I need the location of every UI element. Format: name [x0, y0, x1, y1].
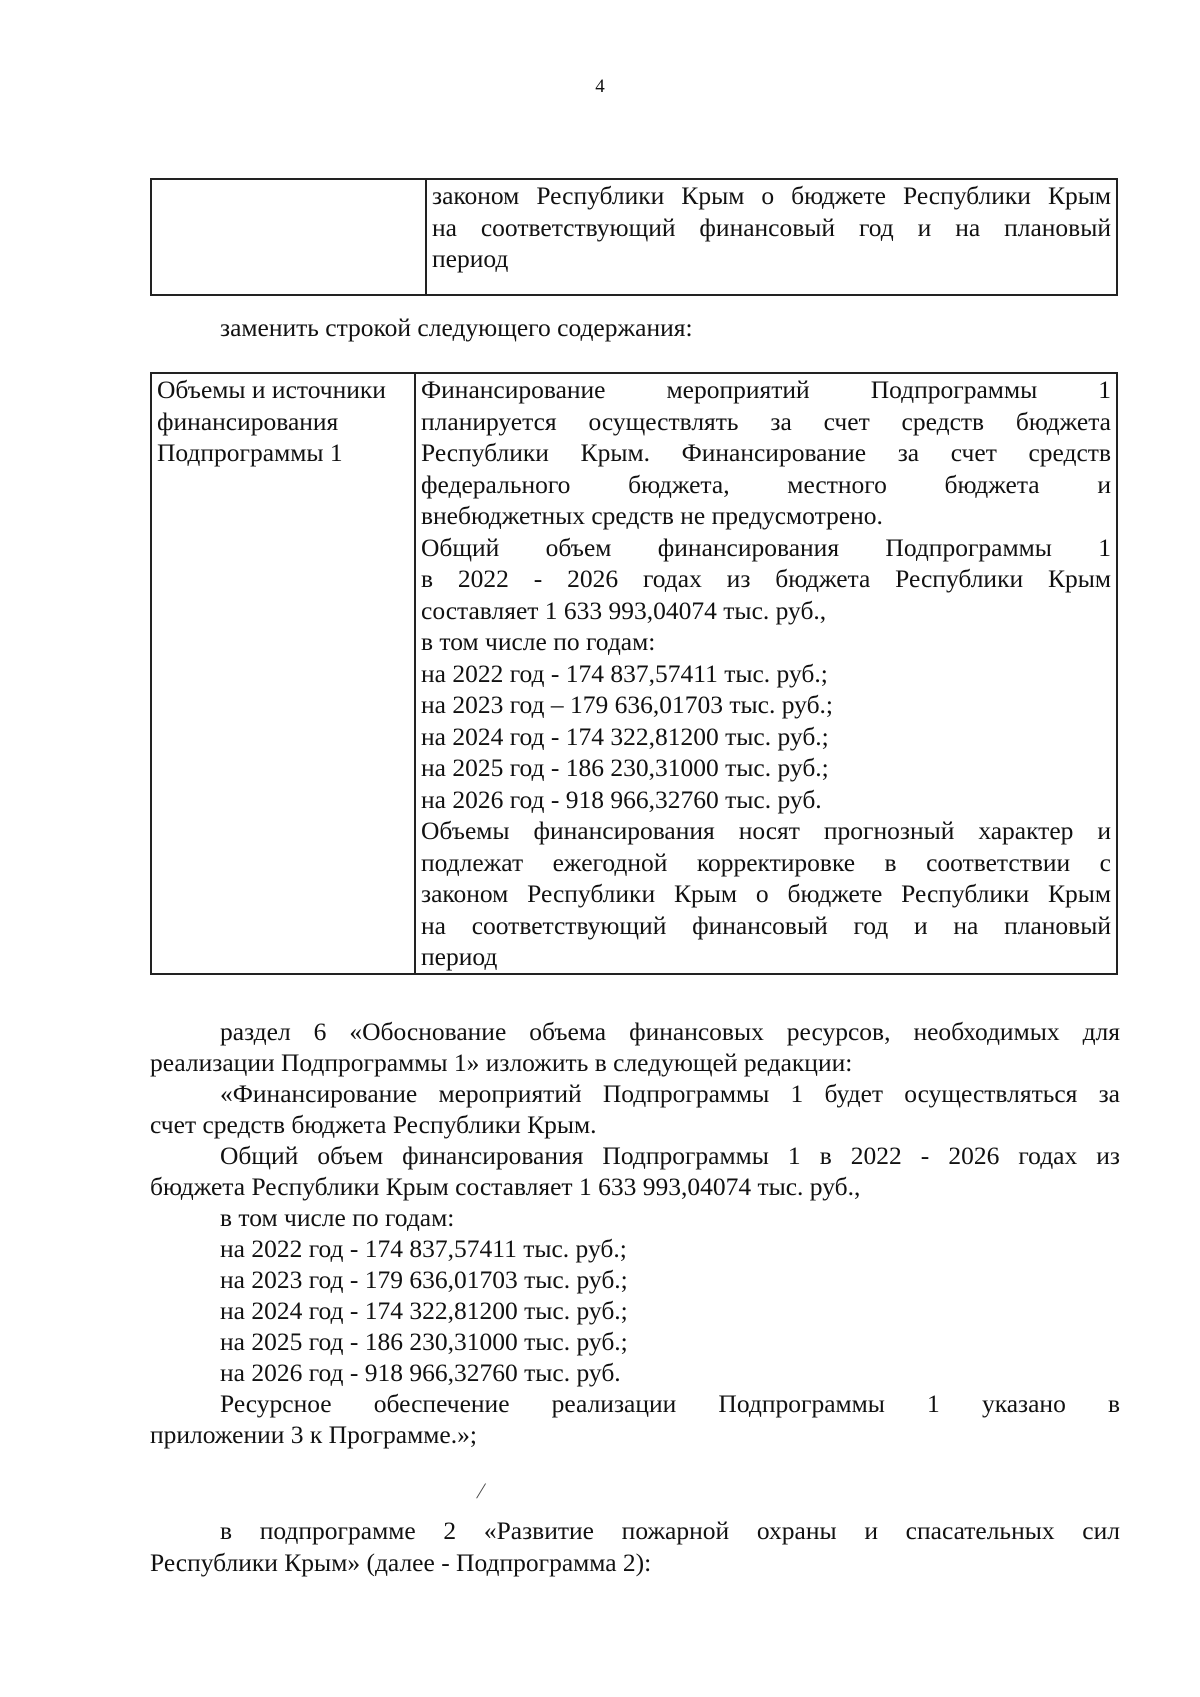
old-row-line: период — [432, 244, 509, 273]
scan-mark: / — [474, 1478, 488, 1503]
content-line: на 2022 год - 174 837,57411 тыс. руб.; — [421, 658, 828, 688]
body-line: приложении 3 к Программе.»; — [150, 1420, 477, 1449]
new-row-content-cell — [415, 373, 1117, 974]
content-line: в том числе по годам: — [421, 627, 656, 656]
body-line: на 2025 год - 186 230,31000 тыс. руб.; — [220, 1327, 628, 1356]
content-line: на соответствующий финансовый год и на плановый — [421, 910, 1111, 940]
content-line: Финансирование мероприятий Подпрограммы 1 — [421, 375, 1111, 404]
old-row-line: на соответствующий финансовый год и на плановый — [432, 212, 1111, 242]
old-row-label-cell — [151, 179, 426, 295]
content-line: федерального бюджета, местного бюджета и — [421, 469, 1111, 499]
body-line: на 2022 год - 174 837,57411 тыс. руб.; — [220, 1234, 627, 1263]
section-6-text — [150, 1016, 1120, 1450]
page-number: 4 — [595, 76, 605, 97]
body-line: «Финансирование мероприятий Подпрограммы 1 будет осуществляться за — [220, 1079, 1120, 1108]
body-line: раздел 6 «Обоснование объема финансовых ресурсов, необходимых для — [220, 1017, 1120, 1046]
content-line: подлежат ежегодной корректировке в соответствии с — [421, 847, 1111, 877]
intro-text: заменить строкой следующего содержания: — [220, 313, 693, 342]
body-line: Ресурсное обеспечение реализации Подпрограммы 1 указано в — [220, 1389, 1120, 1418]
body-line: бюджета Республики Крым составляет 1 633 993,04074 тыс. руб., — [150, 1172, 861, 1201]
content-line: законом Республики Крым о бюджете Республики Крым — [421, 879, 1111, 908]
new-row-label-cell — [151, 373, 415, 974]
final-line: в подпрограмме 2 «Развитие пожарной охраны и спасательных сил — [220, 1516, 1120, 1545]
old-row-table — [150, 178, 1118, 296]
body-line: на 2024 год - 174 322,81200 тыс. руб.; — [220, 1296, 628, 1325]
body-line: реализации Подпрограммы 1» изложить в следующей редакции: — [150, 1048, 853, 1077]
content-line: на 2026 год - 918 966,32760 тыс. руб. — [421, 784, 822, 814]
body-line: в том числе по годам: — [220, 1203, 455, 1232]
content-line: в 2022 - 2026 годах из бюджета Республики Крым — [421, 564, 1111, 593]
old-row-line: законом Республики Крым о бюджете Республики Крым — [432, 181, 1111, 210]
body-line: Общий объем финансирования Подпрограммы 1 в 2022 - 2026 годах из — [220, 1141, 1120, 1170]
content-line: на 2024 год - 174 322,81200 тыс. руб.; — [421, 721, 829, 751]
content-line: Объемы финансирования носят прогнозный характер и — [421, 816, 1111, 845]
content-line: Общий объем финансирования Подпрограммы 1 — [421, 532, 1111, 562]
content-line: внебюджетных средств не предусмотрено. — [421, 501, 883, 530]
final-line: Республики Крым» (далее - Подпрограмма 2): — [150, 1548, 652, 1577]
body-line: на 2026 год - 918 966,32760 тыс. руб. — [220, 1358, 621, 1387]
new-row-table — [150, 372, 1118, 975]
old-row-content-cell — [426, 179, 1117, 295]
content-line: планируется осуществлять за счет средств бюджета — [421, 406, 1111, 436]
label-line: Объемы и источники — [157, 375, 386, 404]
content-line: на 2025 год - 186 230,31000 тыс. руб.; — [421, 753, 829, 782]
body-line: на 2023 год - 179 636,01703 тыс. руб.; — [220, 1265, 628, 1294]
content-line: период — [421, 942, 498, 971]
subprogram-2-text — [150, 1515, 1120, 1579]
content-line: на 2023 год – 179 636,01703 тыс. руб.; — [421, 690, 834, 719]
body-line: счет средств бюджета Республики Крым. — [150, 1110, 597, 1139]
label-line: Подпрограммы 1 — [157, 438, 343, 467]
content-line: составляет 1 633 993,04074 тыс. руб., — [421, 595, 827, 625]
content-line: Республики Крым. Финансирование за счет средств — [421, 438, 1111, 467]
label-line: финансирования — [157, 406, 339, 436]
